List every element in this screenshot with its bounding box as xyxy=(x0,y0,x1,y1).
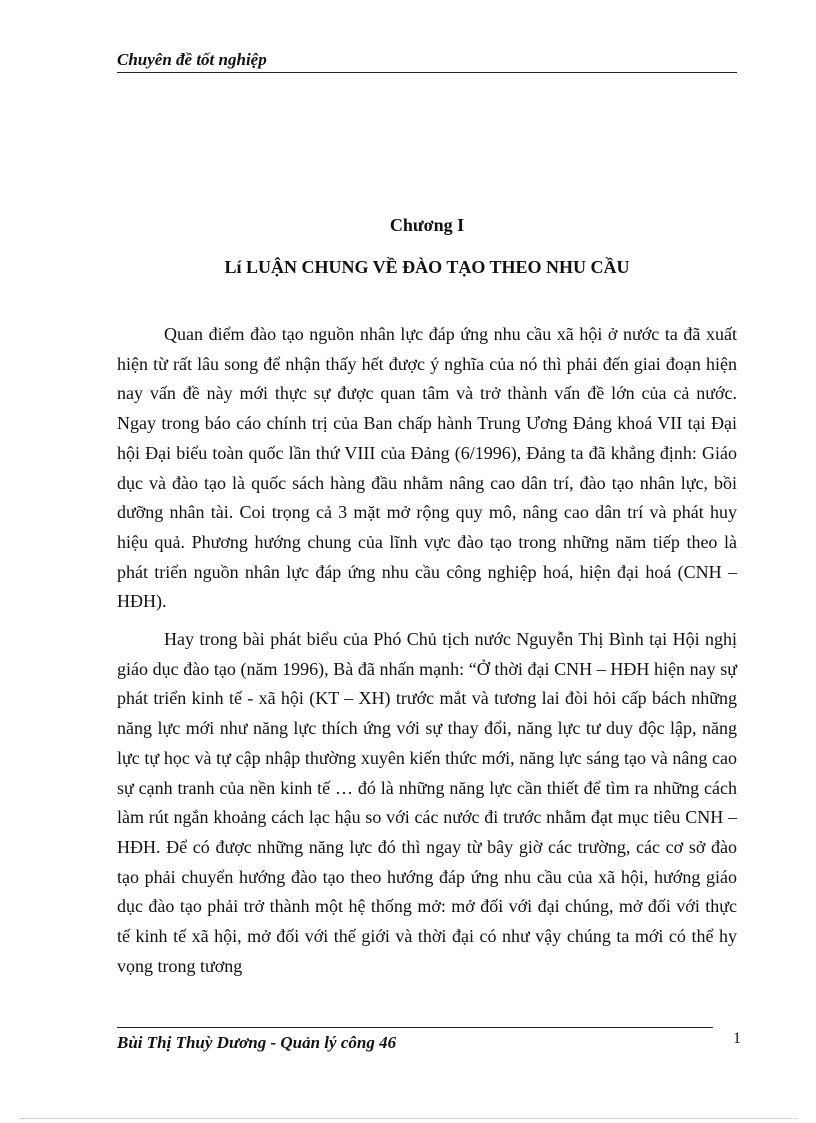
footer-author: Bùi Thị Thuỳ Dương - Quản lý công 46 xyxy=(117,1033,397,1052)
body-text xyxy=(117,320,737,981)
paragraph-1: Quan điểm đào tạo nguồn nhân lực đáp ứng nhu cầu xã hội ở nước ta đã xuất hiện từ rất lâu song để nhận thấy hết được ý nghĩa của nó thì phải đến giai đoạn hiện nay vấn đề này mới thực sự được quan tâm và trở thành vấn đề lớn của cả nước. Ngay trong báo cáo chính trị của Ban chấp hành Trung Ương Đảng khoá VII tại Đại hội Đại biểu toàn quốc lần thứ VIII của Đảng (6/1996), Đảng ta đã khẳng định: Giáo dục và đào tạo là quốc sách hàng đầu nhằm nâng cao dân trí, đào tạo nhân lực, bồi dưỡng nhân tài. Coi trọng cả 3 mặt mở rộng quy mô, nâng cao dân trí và phát huy hiệu quả. Phương hướng chung của lĩnh vực đào tạo trong những năm tiếp theo là phát triển nguồn nhân lực đáp ứng nhu cầu công nghiệp hoá, hiện đại hoá (CNH – HĐH). xyxy=(117,324,737,612)
header-title: Chuyên đề tốt nghiệp xyxy=(117,50,267,69)
chapter-title: Lí LUẬN CHUNG VỀ ĐÀO TẠO THEO NHU CẦU xyxy=(224,257,630,277)
page-number: 1 xyxy=(733,1030,741,1047)
chapter-number: Chương I xyxy=(389,215,465,235)
footer-divider xyxy=(117,1027,713,1028)
page-edge-divider xyxy=(20,1118,796,1119)
paragraph-2: Hay trong bài phát biểu của Phó Chủ tịch nước Nguyễn Thị Bình tại Hội nghị giáo dục đào tạo (năm 1996), Bà đã nhấn mạnh: “Ở thời đại CNH – HĐH hiện nay sự phát triển kinh tế - xã hội (KT – XH) trước mắt và tương lai đòi hỏi cấp bách những năng lực mới như năng lực thích ứng với sự thay đổi, năng lực tư duy độc lập, năng lực tự học và tự cập nhập thường xuyên kiến thức mới, năng lực sáng tạo và nâng cao sự cạnh tranh của nền kinh tế … đó là những năng lực cần thiết để tìm ra những cách làm rút ngắn khoảng cách lạc hậu so với các nước đi trước nhằm đạt mục tiêu CNH – HĐH. Để có được những năng lực đó thì ngay từ bây giờ các trường, các cơ sở đào tạo phải chuyển hướng đào tạo theo hướng đáp ứng nhu cầu của xã hội, hướng giáo dục đào tạo phải trở thành một hệ thống mở: mở đối với đại chúng, mở đối với thực tế kinh tế xã hội, mở đối với thế giới và thời đại có như vậy chúng ta mới có thể hy vọng trong tương xyxy=(117,629,737,976)
page-header xyxy=(117,48,737,73)
